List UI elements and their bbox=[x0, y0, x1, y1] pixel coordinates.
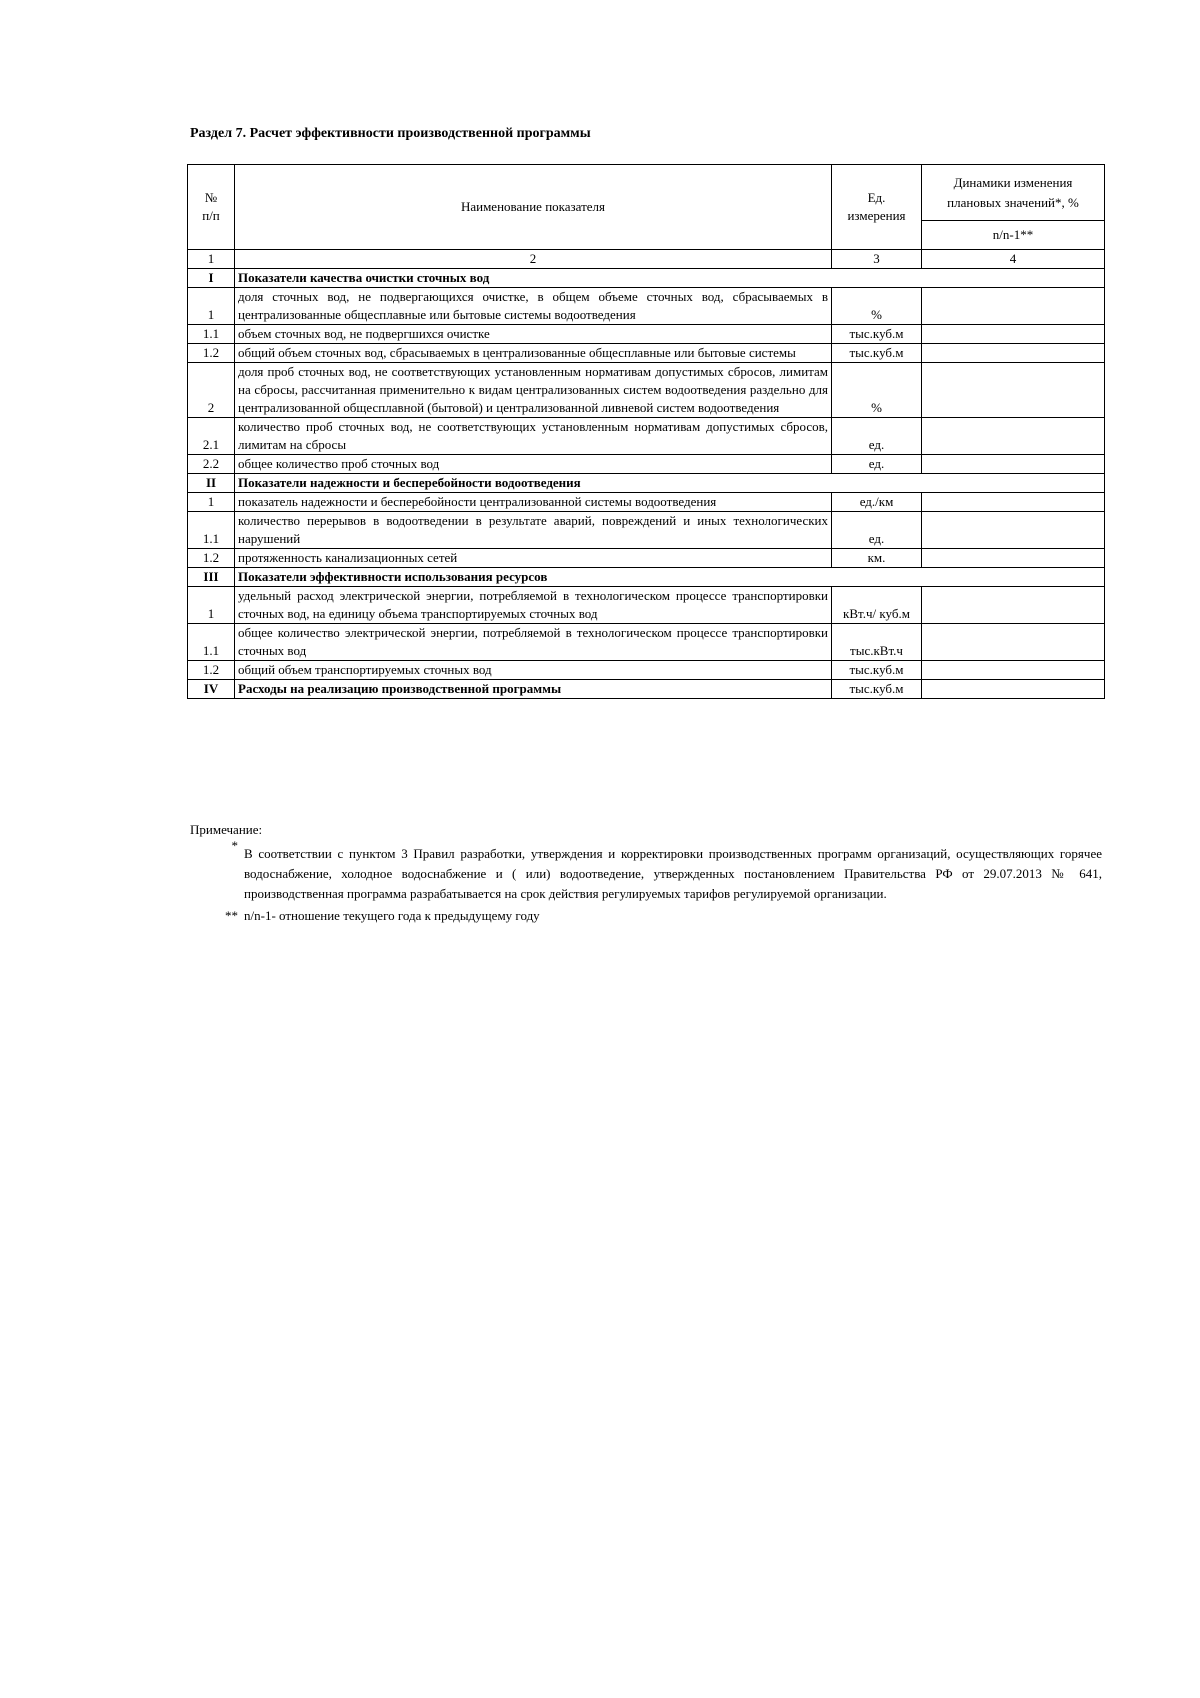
note-2 bbox=[190, 906, 1102, 926]
row-num: 1.2 bbox=[188, 661, 235, 680]
row-num: 1.1 bbox=[188, 512, 235, 549]
row-value bbox=[922, 418, 1105, 455]
note-1-mark: * bbox=[231, 838, 238, 853]
table-row bbox=[188, 661, 1105, 680]
row-name: количество проб сточных вод, не соответствующих установленным нормативам допустимых сбросов, лимитам на сбросы bbox=[235, 418, 832, 455]
note-2-mark: ** bbox=[225, 908, 238, 923]
table-body bbox=[188, 269, 1105, 699]
row-num: II bbox=[188, 474, 235, 493]
row-name: общее количество электрической энергии, потребляемой в технологическом процессе транспортировки сточных вод bbox=[235, 624, 832, 661]
header-sub: n/n-1** bbox=[922, 221, 1105, 250]
row-name: Показатели надежности и бесперебойности водоотведения bbox=[235, 474, 1105, 493]
row-unit: тыс.куб.м bbox=[832, 325, 922, 344]
table-row bbox=[188, 549, 1105, 568]
row-value bbox=[922, 680, 1105, 699]
row-name: Расходы на реализацию производственной программы bbox=[235, 680, 832, 699]
header-num: № п/п bbox=[188, 165, 235, 250]
table-row bbox=[188, 288, 1105, 325]
row-num: IV bbox=[188, 680, 235, 699]
row-num: 1.1 bbox=[188, 325, 235, 344]
table-row bbox=[188, 325, 1105, 344]
table-row bbox=[188, 269, 1105, 288]
header-unit: Ед. измерения bbox=[832, 165, 922, 250]
header-dynamics: Динамики изменения плановых значений*, % bbox=[922, 165, 1105, 221]
table-row bbox=[188, 624, 1105, 661]
row-value bbox=[922, 288, 1105, 325]
row-value bbox=[922, 587, 1105, 624]
row-name: общий объем сточных вод, сбрасываемых в централизованные общесплавные или бытовые системы bbox=[235, 344, 832, 363]
section-title: Раздел 7. Расчет эффективности производственной программы bbox=[190, 126, 591, 141]
row-unit: тыс.куб.м bbox=[832, 680, 922, 699]
row-unit: % bbox=[832, 363, 922, 418]
efficiency-table bbox=[187, 164, 1105, 699]
row-num: 2.2 bbox=[188, 455, 235, 474]
table-row bbox=[188, 568, 1105, 587]
row-name: Показатели эффективности использования ресурсов bbox=[235, 568, 1105, 587]
row-value bbox=[922, 624, 1105, 661]
note-1 bbox=[190, 838, 1102, 904]
table-row bbox=[188, 363, 1105, 418]
header-index-4: 4 bbox=[922, 250, 1105, 269]
notes-label: Примечание: bbox=[190, 822, 263, 837]
row-name: доля сточных вод, не подвергающихся очистке, в общем объеме сточных вод, сбрасываемых в централизованные общесплавные или бытовые системы водоотведения bbox=[235, 288, 832, 325]
row-value bbox=[922, 344, 1105, 363]
row-value bbox=[922, 549, 1105, 568]
table-row bbox=[188, 493, 1105, 512]
header-name: Наименование показателя bbox=[235, 165, 832, 250]
row-name: доля проб сточных вод, не соответствующих установленным нормативам допустимых сбросов, лимитам на сбросы, рассчитанная применительно к видам централизованных систем водоотведения раздельно для централизованной общесплавной (бытовой) и централизованной ливневой систем водоотведения bbox=[235, 363, 832, 418]
row-num: I bbox=[188, 269, 235, 288]
row-num: 1.2 bbox=[188, 549, 235, 568]
note-2-text: n/n-1- отношение текущего года к предыдущему году bbox=[244, 908, 540, 923]
row-name: общее количество проб сточных вод bbox=[235, 455, 832, 474]
row-name: удельный расход электрической энергии, потребляемой в технологическом процессе транспортировки сточных вод, на единицу объема транспортируемых сточных вод bbox=[235, 587, 832, 624]
row-name: объем сточных вод, не подвергшихся очистке bbox=[235, 325, 832, 344]
note-1-text: В соответствии с пунктом 3 Правил разработки, утверждения и корректировки производственных программ организаций, осуществляющих горячее водоснабжение, холодное водоснабжение и ( или) водоотведение, утвержденных постановлением Правительства РФ от 29.07.2013 № 641, производственная программа разрабатывается на срок действия регулируемых тарифов регулируемой организации. bbox=[244, 846, 1102, 901]
row-name: протяженность канализационных сетей bbox=[235, 549, 832, 568]
row-num: 1 bbox=[188, 493, 235, 512]
row-name: Показатели качества очистки сточных вод bbox=[235, 269, 1105, 288]
row-unit: ед./км bbox=[832, 493, 922, 512]
table-row bbox=[188, 344, 1105, 363]
row-unit: км. bbox=[832, 549, 922, 568]
header-index-1: 1 bbox=[188, 250, 235, 269]
row-num: 1.2 bbox=[188, 344, 235, 363]
row-unit: тыс.куб.м bbox=[832, 661, 922, 680]
table-row bbox=[188, 680, 1105, 699]
row-num: 2 bbox=[188, 363, 235, 418]
row-unit: тыс.кВт.ч bbox=[832, 624, 922, 661]
row-name: общий объем транспортируемых сточных вод bbox=[235, 661, 832, 680]
header-index-2: 2 bbox=[235, 250, 832, 269]
row-num: III bbox=[188, 568, 235, 587]
row-value bbox=[922, 512, 1105, 549]
row-name: количество перерывов в водоотведении в результате аварий, повреждений и иных технологических нарушений bbox=[235, 512, 832, 549]
table-row bbox=[188, 418, 1105, 455]
header-index-3: 3 bbox=[832, 250, 922, 269]
row-unit: тыс.куб.м bbox=[832, 344, 922, 363]
row-unit: кВт.ч/ куб.м bbox=[832, 587, 922, 624]
table-row bbox=[188, 587, 1105, 624]
row-unit: ед. bbox=[832, 455, 922, 474]
row-num: 1 bbox=[188, 587, 235, 624]
row-value bbox=[922, 325, 1105, 344]
row-num: 2.1 bbox=[188, 418, 235, 455]
row-num: 1.1 bbox=[188, 624, 235, 661]
row-unit: ед. bbox=[832, 418, 922, 455]
row-unit: % bbox=[832, 288, 922, 325]
row-value bbox=[922, 493, 1105, 512]
table-row bbox=[188, 474, 1105, 493]
table-row bbox=[188, 455, 1105, 474]
row-num: 1 bbox=[188, 288, 235, 325]
table-row bbox=[188, 512, 1105, 549]
row-value bbox=[922, 455, 1105, 474]
row-value bbox=[922, 363, 1105, 418]
row-name: показатель надежности и бесперебойности централизованной системы водоотведения bbox=[235, 493, 832, 512]
row-unit: ед. bbox=[832, 512, 922, 549]
notes bbox=[190, 820, 1102, 926]
row-value bbox=[922, 661, 1105, 680]
